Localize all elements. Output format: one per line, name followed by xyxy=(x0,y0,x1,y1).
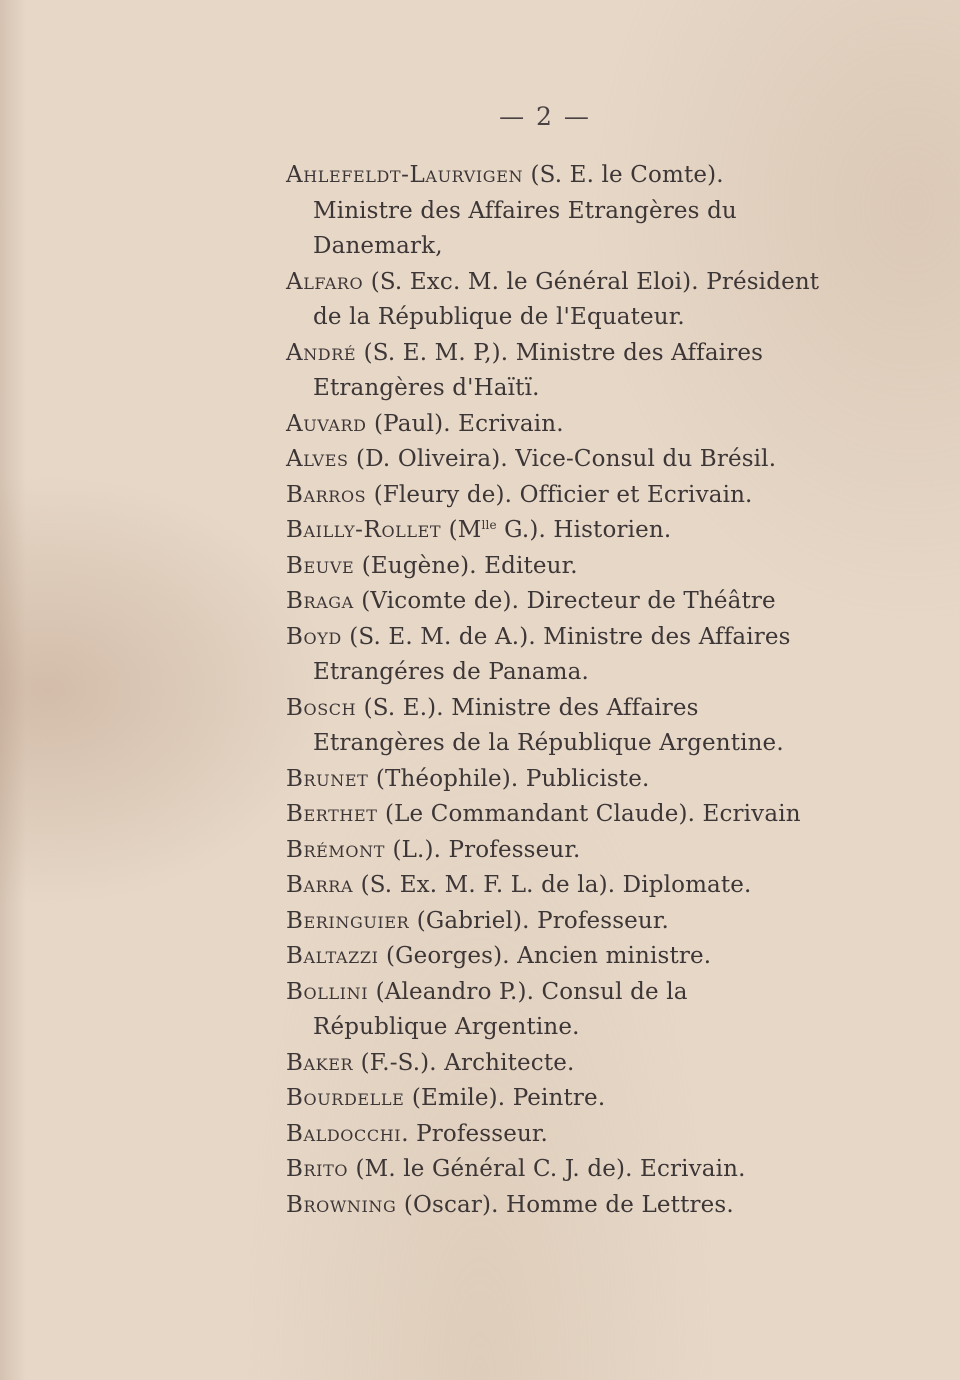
entry-name: Beuve xyxy=(286,552,355,579)
entry-description: (M xyxy=(441,517,482,543)
list-entry xyxy=(286,549,826,585)
list-entry xyxy=(286,336,826,407)
list-entry xyxy=(286,442,826,478)
entry-name: Bollini xyxy=(286,978,369,1005)
list-entry xyxy=(286,1152,826,1188)
list-entry xyxy=(286,975,826,1046)
entry-description: (S. E. M. de A.). Ministre des Affaires Etrangéres de Panama. xyxy=(313,623,791,685)
list-entry xyxy=(286,904,826,940)
entry-description: (Aleandro P.). Consul de la République Argentine. xyxy=(313,978,688,1040)
list-entry xyxy=(286,1046,826,1082)
entry-description: (S. Exc. M. le Général Eloi). Président de la République de l'Equateur. xyxy=(313,268,820,330)
entry-name: Ahlefeldt-Laurvigen xyxy=(286,162,524,188)
list-entry xyxy=(286,797,826,833)
entry-name: Barros xyxy=(286,481,367,508)
entry-description: (Georges). Ancien ministre. xyxy=(378,943,712,969)
entry-description: (S. E. le Comte). Ministre des Affaires Etrangères du Danemark, xyxy=(313,162,737,259)
entry-name: Alfaro xyxy=(286,268,364,295)
entry-description: (Emile). Peintre. xyxy=(404,1085,606,1111)
entry-name: Baltazzi xyxy=(286,943,379,969)
entry-description: (D. Oliveira). Vice-Consul du Brésil. xyxy=(348,446,777,472)
entry-name: Baker xyxy=(286,1049,354,1076)
list-entry xyxy=(286,407,826,443)
entry-name: Barra xyxy=(286,872,354,898)
list-entry xyxy=(286,478,826,514)
entry-name: Browning xyxy=(286,1191,397,1218)
list-entry xyxy=(286,691,826,762)
entry-name: Beringuier xyxy=(286,907,410,934)
entry-name: André xyxy=(286,339,357,366)
list-entry xyxy=(286,1188,826,1224)
list-entry xyxy=(286,868,826,904)
entry-description: (S. Ex. M. F. L. de la). Diplomate. xyxy=(353,872,752,898)
entry-description: (Théophile). Publiciste. xyxy=(368,765,650,792)
entry-description: (M. le Général C. J. de). Ecrivain. xyxy=(348,1156,746,1182)
entry-name: Boyd xyxy=(286,623,342,650)
entry-name: Bailly-Rollet xyxy=(286,517,442,543)
entry-name: Auvard xyxy=(286,410,367,437)
list-entry xyxy=(286,833,826,869)
entry-name: Baldocchi xyxy=(286,1120,402,1147)
name-list xyxy=(286,158,826,1223)
entry-description: (Oscar). Homme de Lettres. xyxy=(396,1191,734,1218)
entry-description: (Fleury de). Officier et Ecrivain. xyxy=(366,481,753,508)
entry-description: (Le Commandant Claude). Ecrivain xyxy=(377,801,801,827)
list-entry xyxy=(286,513,826,549)
entry-description: (L.). Professeur. xyxy=(385,836,581,863)
entry-name: Alves xyxy=(286,446,349,472)
list-entry xyxy=(286,265,826,336)
entry-description: (Vicomte de). Directeur de Théâtre xyxy=(353,588,776,614)
entry-description: (S. E.). Ministre des Affaires Etrangères de la République Argentine. xyxy=(313,694,784,756)
entry-name: Braga xyxy=(286,588,354,614)
page-fold-shadow xyxy=(0,0,26,1380)
entry-description: (Paul). Ecrivain. xyxy=(366,410,564,437)
entry-description: . Professeur. xyxy=(401,1120,549,1147)
page-number: — 2 — xyxy=(499,102,591,131)
list-entry xyxy=(286,584,826,620)
entry-name: Brunet xyxy=(286,765,369,792)
list-entry xyxy=(286,939,826,975)
entry-name: Berthet xyxy=(286,801,378,827)
list-entry xyxy=(286,762,826,798)
entry-superscript: lle xyxy=(481,518,497,532)
entry-description: (Gabriel). Professeur. xyxy=(409,907,669,934)
entry-description: (Eugène). Editeur. xyxy=(354,552,578,579)
list-entry xyxy=(286,620,826,691)
entry-name: Bourdelle xyxy=(286,1085,405,1111)
entry-description: G.). Historien. xyxy=(496,517,672,543)
entry-name: Brito xyxy=(286,1156,349,1182)
entry-description: (F.-S.). Architecte. xyxy=(353,1049,575,1076)
list-entry xyxy=(286,1081,826,1117)
entry-name: Brémont xyxy=(286,836,386,863)
list-entry xyxy=(286,158,826,265)
entry-name: Bosch xyxy=(286,694,357,721)
entry-description: (S. E. M. P,). Ministre des Affaires Etrangères d'Haïtï. xyxy=(313,339,764,401)
list-entry xyxy=(286,1117,826,1153)
